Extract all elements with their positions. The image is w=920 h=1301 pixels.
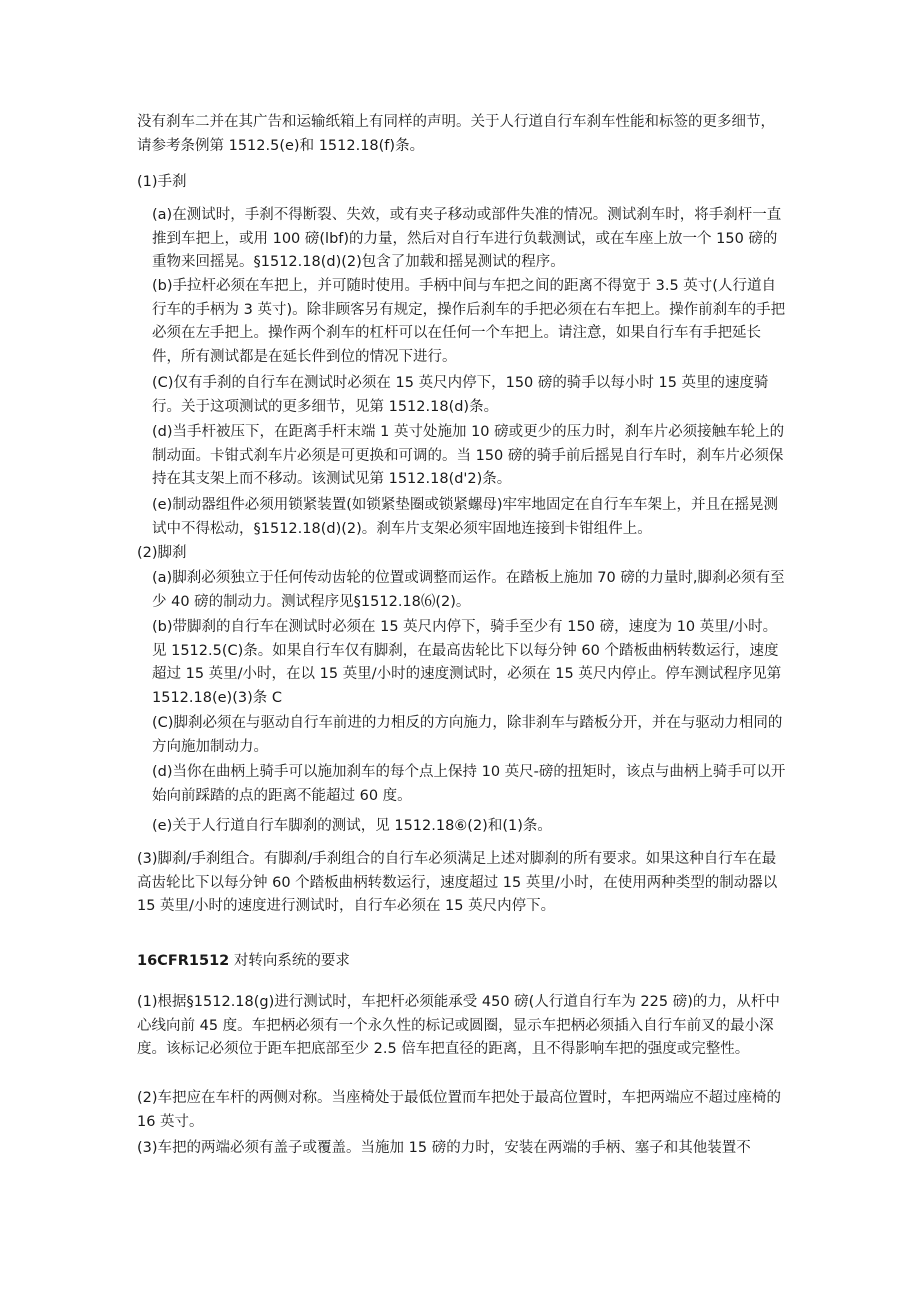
steering-paragraph-1: (1)根据§1512.18(g)进行测试时，车把杆必须能承受 450 磅(人行道自行车为 225 磅)的力，从杆中心线向前 45 度。车把柄必须有一个永久性的标记或圆圈，显示车把柄必须插入自行车前叉的最小深度。该标记必须位于距车把底部至少 2.5 倍车把直径的距离，且不得影响车把的强度或完整性。 [137,994,780,1057]
hand-brake-item-a: (a)在测试时，手刹不得断裂、失效，或有夹子移动或部件失准的情况。测试刹车时，将手刹杆一直推到车把上，或用 100 磅(lbf)的力量，然后对自行车进行负载测试，或在车座上放一个 150 磅的重物来回摇晃。§1512.18(d)(2)包含了加载和摇晃测试的程序。 [152,207,782,270]
steering-section-heading [137,950,350,974]
steering-paragraph-2: (2)车把应在车杆的两侧对称。当座椅处于最低位置而车把处于最高位置时，车把两端应不超过座椅的 16 英寸。 [137,1090,782,1130]
intro-paragraph: 没有刹车二并在其广告和运输纸箱上有同样的声明。关于人行道自行车刹车性能和标签的更多细节，请参考条例第 1512.5(e)和 1512.18(f)条。 [137,114,775,154]
steering-paragraph-3: (3)车把的两端必须有盖子或覆盖。当施加 15 磅的力时，安装在两端的手柄、塞子和其他装置不 [137,1140,751,1156]
hand-brake-item-e: (e)制动器组件必须用锁紧装置(如锁紧垫圈或锁紧螺母)牢牢地固定在自行车车架上，并且在摇晃测试中不得松动，§1512.18(d)(2)。刹车片支架必须牢固地连接到卡钳组件上。 [152,497,779,537]
foot-brake-item-a: (a)脚刹必须独立于任何传动齿轮的位置或调整而运作。在踏板上施加 70 磅的力量时,脚刹必须有至少 40 磅的制动力。测试程序见§1512.18⑹(2)。 [152,570,785,610]
hand-brake-heading: (1)手刹 [137,174,187,190]
foot-brake-item-e: (e)关于人行道自行车脚刹的测试，见 1512.18⑥(2)和(1)条。 [152,818,552,834]
hand-brake-item-d: (d)当手杆被压下，在距离手杆末端 1 英寸处施加 10 磅或更少的压力时，刹车片必须接触车轮上的制动面。卡钳式刹车片必须是可更换和可调的。当 150 磅的骑手前后摇晃自行车时，刹车片必须保持在其支架上而不移动。该测试见第 1512.18(d'2)条。 [152,424,785,487]
foot-brake-item-c: (C)脚刹必须在与驱动自行车前进的力相反的方向施力，除非刹车与踏板分开，并在与驱动力相同的方向施加制动力。 [152,715,783,755]
hand-brake-item-c: (C)仅有手刹的自行车在测试时必须在 15 英尺内停下，150 磅的骑手以每小时 15 英里的速度骑行。关于这项测试的更多细节，见第 1512.18(d)条。 [152,375,769,415]
combo-brake-paragraph: (3)脚刹/手刹组合。有脚刹/手刹组合的自行车必须满足上述对脚刹的所有要求。如果这种自行车在最高齿轮比下以每分钟 60 个踏板曲柄转数运行，速度超过 15 英里/小时，在使用两种类型的制动器以 15 英里/小时的速度进行测试时，自行车必须在 15 英尺内停下。 [137,851,778,914]
hand-brake-item-b: (b)手拉杆必须在车把上，并可随时使用。手柄中间与车把之间的距离不得宽于 3.5 英寸(人行道自行车的手柄为 3 英寸)。除非顾客另有规定，操作后刹车的手把必须在右车把上。操作前刹车的手把必须在左手把上。操作两个刹车的杠杆可以在任何一个车把上。请注意，如果自行车有手把延长件，所有测试都是在延长件到位的情况下进行。 [152,278,786,365]
foot-brake-item-d: (d)当你在曲柄上骑手可以施加刹车的每个点上保持 10 英尺-磅的扭矩时，该点与曲柄上骑手可以开始向前踩踏的点的距离不能超过 60 度。 [152,764,786,804]
foot-brake-heading: (2)脚刹 [137,545,187,561]
steering-heading-text: 对转向系统的要求 [229,953,350,969]
foot-brake-item-b: (b)带脚刹的自行车在测试时必须在 15 英尺内停下，骑手至少有 150 磅，速度为 10 英里/小时。见 1512.5(C)条。如果自行车仅有脚刹，在最高齿轮比下以每分钟 60 个踏板曲柄转数运行，速度超过 15 英里/小时，在以 15 英里/小时的速度测试时，必须在 15 英尺内停止。停车测试程序见第 1512.18(e)(3)条 C [152,619,782,706]
steering-heading-code: 16CFR1512 [137,953,230,969]
